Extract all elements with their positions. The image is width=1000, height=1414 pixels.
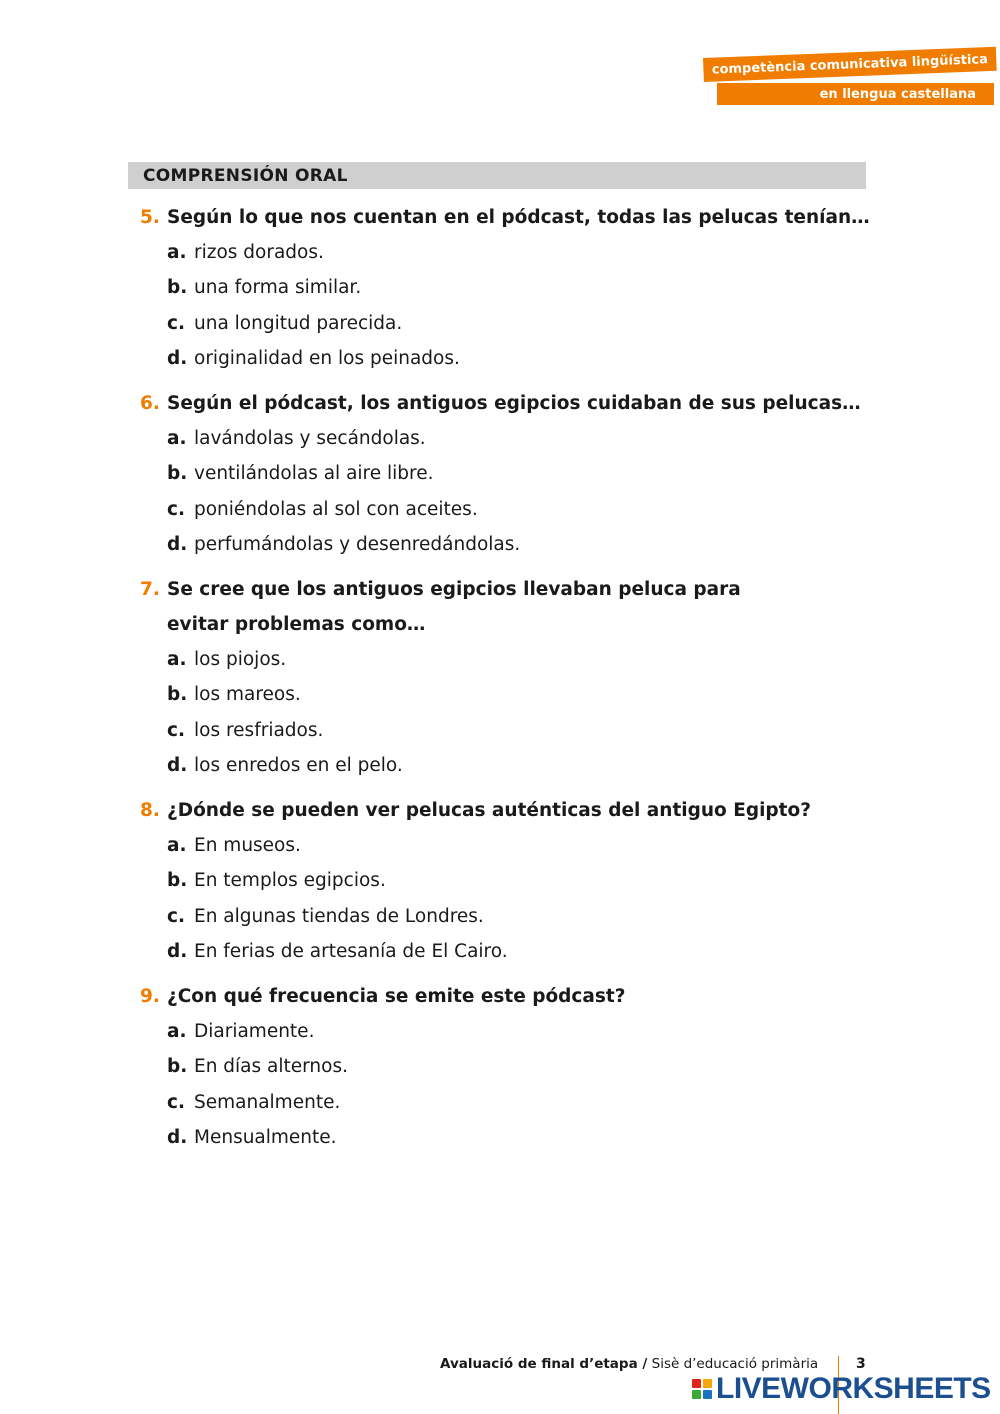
logo-square bbox=[692, 1379, 701, 1388]
option-text: ventilándolas al aire libre. bbox=[194, 463, 434, 485]
option-letter: d. bbox=[167, 1126, 188, 1148]
answer-option[interactable] bbox=[140, 899, 880, 934]
answer-option[interactable] bbox=[140, 235, 880, 270]
question-text: Según el pódcast, los antiguos egipcios cuidaban de sus pelucas… bbox=[167, 393, 861, 414]
option-letter: d. bbox=[167, 754, 188, 776]
subject-tag-line2: en llengua castellana bbox=[717, 83, 994, 105]
answer-option[interactable] bbox=[140, 492, 880, 527]
option-letter: d. bbox=[167, 347, 188, 369]
answer-option[interactable] bbox=[140, 341, 880, 376]
option-text: perfumándolas y desenredándolas. bbox=[194, 533, 521, 555]
logo-square bbox=[703, 1390, 712, 1399]
option-letter: b. bbox=[167, 870, 188, 892]
answer-option[interactable] bbox=[140, 642, 880, 677]
question-text: Según lo que nos cuentan en el pódcast, todas las pelucas tenían… bbox=[167, 207, 870, 228]
question-number: 5. bbox=[140, 207, 160, 228]
question-6 bbox=[140, 386, 880, 562]
answer-option[interactable] bbox=[140, 677, 880, 712]
option-letter: c. bbox=[167, 1091, 185, 1113]
option-letter: b. bbox=[167, 463, 188, 485]
option-text: los piojos. bbox=[194, 649, 287, 670]
answer-option[interactable] bbox=[140, 713, 880, 748]
question-9 bbox=[140, 979, 880, 1155]
section-title: COMPRENSIÓN ORAL bbox=[143, 165, 348, 186]
option-letter: a. bbox=[167, 835, 187, 856]
question-number: 6. bbox=[140, 393, 160, 414]
footer-normal-text: Sisè d’educació primària bbox=[651, 1356, 819, 1372]
footer-bold-text: Avaluació de final d’etapa / bbox=[440, 1356, 648, 1372]
question-text: ¿Dónde se pueden ver pelucas auténticas del antiguo Egipto? bbox=[167, 800, 811, 821]
answer-option[interactable] bbox=[140, 421, 880, 456]
question-text: Se cree que los antiguos egipcios llevaban peluca para evitar problemas como… bbox=[167, 579, 741, 635]
liveworksheets-watermark bbox=[692, 1372, 991, 1406]
question-number: 9. bbox=[140, 986, 160, 1007]
answer-option[interactable] bbox=[140, 306, 880, 341]
option-text: rizos dorados. bbox=[194, 242, 324, 263]
option-text: Mensualmente. bbox=[194, 1126, 337, 1148]
option-text: Diariamente. bbox=[194, 1021, 315, 1042]
page-number: 3 bbox=[856, 1356, 866, 1372]
question-number: 8. bbox=[140, 800, 160, 821]
answer-option[interactable] bbox=[140, 456, 880, 491]
option-text: En ferias de artesanía de El Cairo. bbox=[194, 940, 508, 962]
option-letter: b. bbox=[167, 277, 188, 299]
option-text: originalidad en los peinados. bbox=[194, 347, 460, 369]
option-letter: b. bbox=[167, 1056, 188, 1078]
option-text: los enredos en el pelo. bbox=[194, 754, 403, 776]
question-7 bbox=[140, 572, 880, 783]
answer-option[interactable] bbox=[140, 934, 880, 969]
option-letter: d. bbox=[167, 533, 188, 555]
option-text: lavándolas y secándolas. bbox=[194, 428, 426, 449]
option-text: En días alternos. bbox=[194, 1056, 348, 1078]
answer-option[interactable] bbox=[140, 748, 880, 783]
answer-option[interactable] bbox=[140, 1085, 880, 1120]
answer-option[interactable] bbox=[140, 527, 880, 562]
option-letter: c. bbox=[167, 312, 185, 334]
answer-option[interactable] bbox=[140, 1120, 880, 1155]
option-text: una longitud parecida. bbox=[194, 312, 403, 334]
question-number: 7. bbox=[140, 579, 160, 600]
answer-option[interactable] bbox=[140, 863, 880, 898]
option-text: En algunas tiendas de Londres. bbox=[194, 905, 484, 927]
option-text: una forma similar. bbox=[194, 277, 362, 299]
answer-option[interactable] bbox=[140, 828, 880, 863]
option-text: los resfriados. bbox=[194, 719, 324, 741]
footer-caption bbox=[440, 1356, 818, 1372]
option-text: En templos egipcios. bbox=[194, 870, 386, 892]
question-text: ¿Con qué frecuencia se emite este pódcast? bbox=[167, 986, 626, 1007]
option-text: poniéndolas al sol con aceites. bbox=[194, 498, 478, 520]
question-8 bbox=[140, 793, 880, 969]
option-letter: c. bbox=[167, 719, 185, 741]
option-letter: c. bbox=[167, 498, 185, 520]
answer-option[interactable] bbox=[140, 1049, 880, 1084]
option-letter: a. bbox=[167, 649, 187, 670]
answer-option[interactable] bbox=[140, 270, 880, 305]
option-text: Semanalmente. bbox=[194, 1091, 341, 1113]
brand-text: LIVEWORKSHEETS bbox=[716, 1372, 991, 1405]
option-text: En museos. bbox=[194, 835, 301, 856]
question-5 bbox=[140, 200, 880, 376]
answer-option[interactable] bbox=[140, 1014, 880, 1049]
option-letter: c. bbox=[167, 905, 185, 927]
option-letter: a. bbox=[167, 1021, 187, 1042]
option-letter: b. bbox=[167, 684, 188, 706]
subject-tag-line1: competència comunicativa lingüística bbox=[703, 47, 997, 82]
logo-square bbox=[692, 1390, 701, 1399]
option-letter: d. bbox=[167, 940, 188, 962]
logo-square bbox=[703, 1379, 712, 1388]
liveworksheets-logo-icon bbox=[692, 1379, 712, 1399]
option-letter: a. bbox=[167, 242, 187, 263]
option-letter: a. bbox=[167, 428, 187, 449]
section-title-bar bbox=[128, 162, 866, 189]
option-text: los mareos. bbox=[194, 684, 301, 706]
